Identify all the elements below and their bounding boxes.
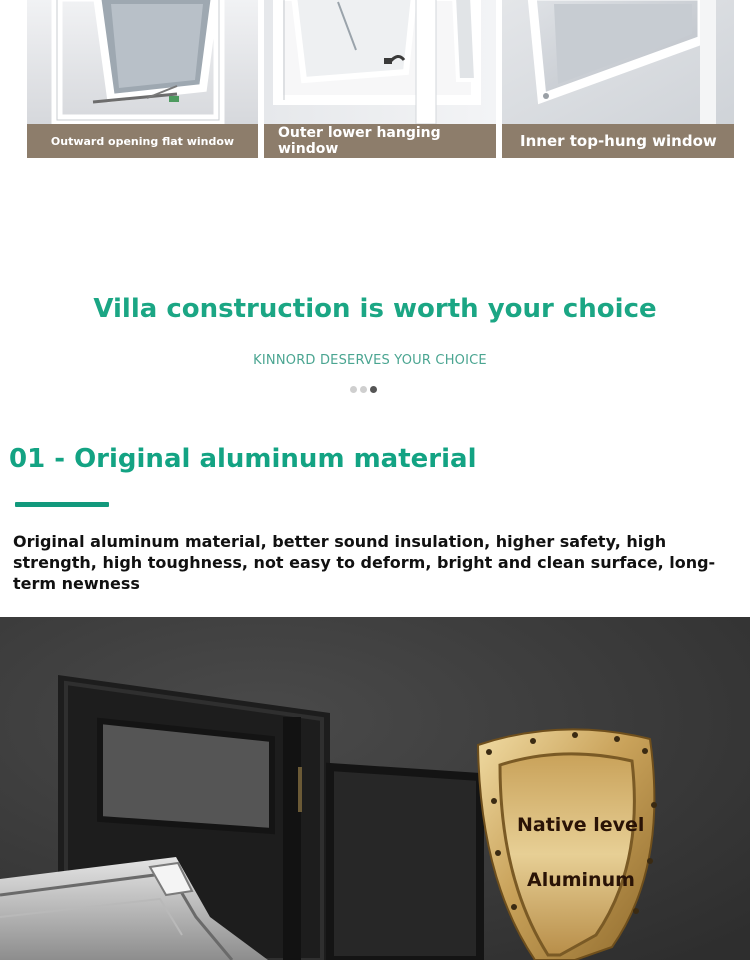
carousel-dot[interactable]	[350, 386, 357, 393]
section-description: Original aluminum material, better sound insulation, higher safety, high strength, high toughness, not easy to deform, bright and clean surface, long-term newness	[13, 532, 716, 593]
window-types-strip	[0, 0, 750, 160]
outward-window-photo	[27, 0, 258, 124]
carousel-dots[interactable]	[350, 386, 377, 393]
aluminum-hero-image	[0, 617, 750, 960]
top-hung-window-photo	[502, 0, 734, 124]
badge-line-2: Aluminum	[527, 869, 635, 891]
window-type-label: Outer lower hanging window	[264, 124, 496, 158]
window-type-label: Inner top-hung window	[502, 124, 734, 158]
window-type-label: Outward opening flat window	[27, 124, 258, 158]
window-card-inner-top-hung[interactable]	[502, 0, 734, 158]
hero-illustration	[0, 617, 750, 960]
headline-subtitle: KINNORD DESERVES YOUR CHOICE	[253, 353, 487, 368]
hanging-window-photo	[264, 0, 496, 124]
carousel-dot[interactable]	[370, 386, 377, 393]
section-title: 01 - Original aluminum material	[9, 444, 477, 474]
headline-title: Villa construction is worth your choice	[93, 294, 657, 324]
carousel-dot[interactable]	[360, 386, 367, 393]
window-card-outward-flat[interactable]	[27, 0, 258, 158]
section-underline	[15, 502, 109, 507]
badge-line-1: Native level	[517, 814, 645, 836]
window-card-outer-lower-hanging[interactable]	[264, 0, 496, 158]
